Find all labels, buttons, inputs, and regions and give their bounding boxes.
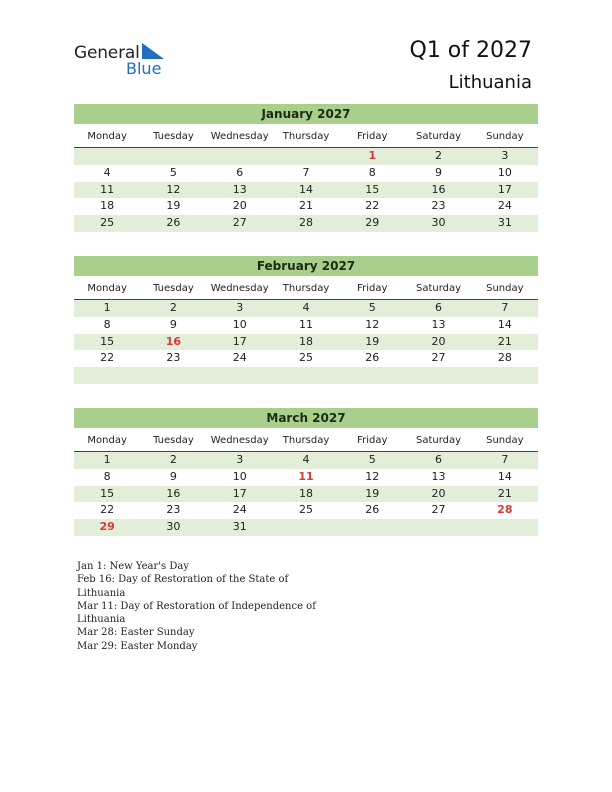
day-cell: 19: [365, 486, 380, 500]
day-cell: 17: [232, 486, 247, 500]
day-cell: 4: [302, 301, 310, 314]
day-cell: 28: [497, 351, 512, 365]
day-cell: 30: [166, 520, 181, 534]
empty-day-cell: [273, 519, 339, 536]
day-cell: 10: [232, 469, 247, 483]
weekday-label: Saturday: [416, 435, 462, 446]
day-cell: 15: [365, 182, 380, 196]
empty-day-cell: [405, 367, 471, 384]
day-cell: 12: [365, 469, 380, 483]
weekday-label: Thursday: [282, 283, 330, 294]
month-february: [74, 256, 538, 384]
weekday-label: Monday: [87, 131, 127, 142]
day-cell: 29: [99, 520, 115, 534]
logo-blue-text: Blue: [126, 59, 162, 78]
day-cell: 26: [365, 503, 380, 517]
empty-day-cell: [273, 148, 339, 165]
day-cell: 8: [368, 165, 376, 179]
day-cell: 7: [302, 165, 310, 179]
week-row: [74, 148, 538, 165]
day-cell: 12: [166, 182, 181, 196]
day-cell: 14: [497, 469, 512, 483]
day-cell: 21: [497, 486, 512, 500]
day-cell: 20: [431, 486, 446, 500]
week-row: [74, 165, 538, 182]
weekday-header-row: [74, 129, 538, 148]
day-cell: 13: [232, 182, 247, 196]
day-cell: 14: [497, 317, 512, 331]
day-cell: 7: [501, 301, 509, 314]
day-cell: 25: [298, 503, 313, 517]
day-cell: 13: [431, 317, 446, 331]
day-cell: 2: [169, 453, 177, 466]
day-cell: 1: [368, 149, 377, 162]
day-cell: 24: [232, 351, 247, 365]
day-cell: 29: [365, 216, 380, 230]
day-cell: 6: [435, 453, 443, 466]
weekday-label: Wednesday: [210, 435, 269, 446]
day-cell: 25: [100, 216, 115, 230]
holiday-note: Mar 28: Easter Sunday: [77, 627, 195, 639]
day-cell: 21: [497, 334, 512, 348]
day-cell: 17: [497, 182, 512, 196]
day-cell: 25: [298, 351, 313, 365]
holiday-notes: [77, 560, 337, 653]
weekday-label: Tuesday: [153, 131, 194, 142]
empty-day-cell: [140, 367, 206, 384]
day-cell: 19: [365, 334, 380, 348]
day-cell: 14: [298, 182, 313, 196]
day-cell: 5: [169, 165, 177, 179]
empty-day-cell: [140, 148, 206, 165]
day-cell: 11: [298, 317, 313, 331]
weekday-label: Tuesday: [153, 283, 194, 294]
day-cell: 3: [501, 149, 509, 162]
weekday-label: Saturday: [416, 283, 462, 294]
brand-logo: [74, 40, 184, 80]
day-cell: 18: [100, 199, 115, 213]
weekday-label: Saturday: [416, 131, 462, 142]
empty-day-cell: [273, 367, 339, 384]
holiday-note: Feb 16: Day of Restoration of the State of Lithuania: [77, 574, 289, 599]
day-cell: 28: [497, 503, 513, 517]
day-cell: 20: [232, 199, 247, 213]
month-title: January 2027: [74, 104, 538, 124]
day-cell: 12: [365, 317, 380, 331]
day-cell: 2: [435, 149, 443, 162]
week-row: [74, 350, 538, 367]
day-cell: 5: [368, 453, 376, 466]
weekday-header-row: [74, 433, 538, 452]
day-cell: 4: [302, 453, 310, 466]
day-cell: 16: [166, 486, 181, 500]
day-cell: 10: [497, 165, 512, 179]
week-row: [74, 334, 538, 351]
weekday-label: Thursday: [282, 131, 330, 142]
weekday-label: Friday: [357, 435, 388, 446]
day-cell: 5: [368, 301, 376, 314]
day-cell: 26: [365, 351, 380, 365]
week-row: [74, 502, 538, 519]
day-cell: 31: [497, 216, 512, 230]
day-cell: 13: [431, 469, 446, 483]
empty-day-cell: [74, 367, 140, 384]
logo-general-text: General: [74, 43, 140, 63]
day-cell: 30: [431, 216, 446, 230]
weekday-label: Sunday: [486, 131, 524, 142]
day-cell: 6: [435, 301, 443, 314]
day-cell: 8: [103, 317, 111, 331]
empty-day-cell: [207, 367, 273, 384]
day-cell: 9: [169, 317, 177, 331]
week-row: [74, 519, 538, 536]
week-row: [74, 215, 538, 232]
week-row: [74, 367, 538, 384]
weekday-label: Friday: [357, 131, 388, 142]
day-cell: 27: [232, 216, 247, 230]
day-cell: 20: [431, 334, 446, 348]
week-row: [74, 452, 538, 469]
day-cell: 23: [431, 199, 446, 213]
country-name: Lithuania: [448, 72, 532, 93]
week-row: [74, 486, 538, 503]
empty-day-cell: [472, 367, 538, 384]
day-cell: 21: [298, 199, 313, 213]
weekday-label: Friday: [357, 283, 388, 294]
day-cell: 17: [232, 334, 247, 348]
day-cell: 3: [236, 301, 244, 314]
month-march: [74, 408, 538, 536]
day-cell: 8: [103, 469, 111, 483]
day-cell: 28: [298, 216, 313, 230]
empty-day-cell: [207, 148, 273, 165]
day-cell: 10: [232, 317, 247, 331]
month-january: [74, 104, 538, 232]
day-cell: 16: [165, 334, 182, 348]
week-row: [74, 317, 538, 334]
weekday-label: Sunday: [486, 435, 524, 446]
weekday-label: Wednesday: [210, 131, 269, 142]
day-cell: 27: [431, 503, 446, 517]
weekday-label: Monday: [87, 435, 127, 446]
logo-triangle-icon: [142, 43, 164, 59]
day-cell: 1: [103, 453, 111, 466]
empty-day-cell: [339, 367, 405, 384]
holiday-note: Mar 29: Easter Monday: [77, 640, 198, 652]
day-cell: 15: [100, 486, 115, 500]
day-cell: 3: [236, 453, 244, 466]
empty-day-cell: [472, 519, 538, 536]
day-cell: 11: [298, 469, 314, 483]
week-row: [74, 182, 538, 199]
empty-day-cell: [405, 519, 471, 536]
day-cell: 1: [103, 301, 111, 314]
day-cell: 26: [166, 216, 181, 230]
weekday-label: Thursday: [282, 435, 330, 446]
day-cell: 18: [298, 334, 313, 348]
day-cell: 18: [298, 486, 313, 500]
day-cell: 24: [497, 199, 512, 213]
week-row: [74, 300, 538, 317]
day-cell: 11: [100, 182, 115, 196]
day-cell: 22: [100, 503, 115, 517]
day-cell: 9: [169, 469, 177, 483]
day-cell: 31: [232, 520, 247, 534]
day-cell: 16: [431, 182, 446, 196]
day-cell: 24: [232, 503, 247, 517]
empty-day-cell: [74, 148, 140, 165]
day-cell: 23: [166, 351, 181, 365]
day-cell: 2: [169, 301, 177, 314]
weekday-label: Monday: [87, 283, 127, 294]
day-cell: 23: [166, 503, 181, 517]
holiday-note: Jan 1: New Year's Day: [77, 561, 189, 572]
holiday-note: Mar 11: Day of Restoration of Independence of Lithuania: [77, 600, 316, 626]
day-cell: 22: [365, 199, 380, 213]
day-cell: 7: [501, 453, 509, 466]
week-row: [74, 198, 538, 215]
week-row: [74, 469, 538, 486]
empty-day-cell: [339, 519, 405, 536]
day-cell: 22: [100, 351, 115, 365]
month-title: March 2027: [74, 408, 538, 428]
day-cell: 6: [236, 165, 244, 179]
day-cell: 4: [103, 165, 111, 179]
day-cell: 27: [431, 351, 446, 365]
day-cell: 19: [166, 199, 181, 213]
page-title: Q1 of 2027: [409, 38, 532, 63]
weekday-label: Tuesday: [153, 435, 194, 446]
weekday-label: Wednesday: [210, 283, 269, 294]
day-cell: 15: [100, 334, 115, 348]
month-title: February 2027: [74, 256, 538, 276]
weekday-label: Sunday: [486, 283, 524, 294]
day-cell: 9: [435, 165, 443, 179]
weekday-header-row: [74, 281, 538, 300]
